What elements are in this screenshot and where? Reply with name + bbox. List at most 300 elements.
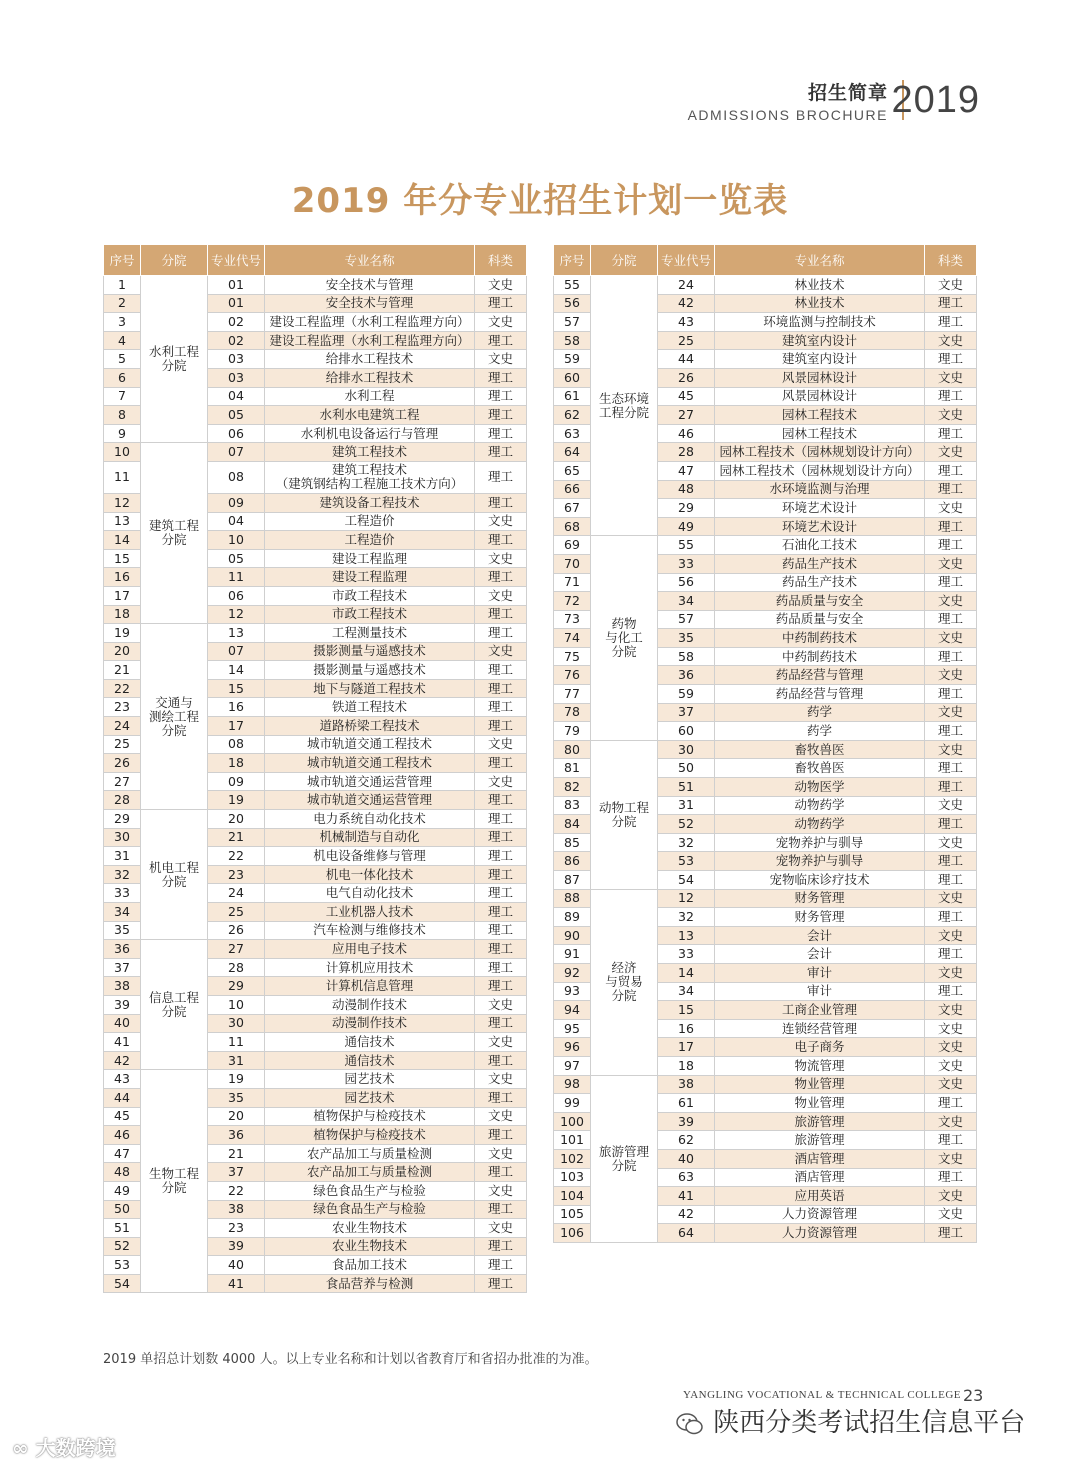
cell-category: 文史 bbox=[475, 1144, 527, 1163]
cell-code: 54 bbox=[658, 871, 715, 890]
cell-major: 农业生物技术 bbox=[265, 1219, 475, 1238]
cell-major: 建筑工程技术 bbox=[265, 443, 475, 462]
cell-code: 41 bbox=[208, 1274, 265, 1293]
cell-index: 66 bbox=[554, 480, 591, 499]
cell-index: 95 bbox=[554, 1019, 591, 1038]
cell-major: 道路桥梁工程技术 bbox=[265, 717, 475, 736]
cell-category: 文史 bbox=[925, 1019, 977, 1038]
col-header-index: 序号 bbox=[554, 245, 591, 276]
cell-code: 41 bbox=[658, 1187, 715, 1206]
cell-index: 67 bbox=[554, 499, 591, 518]
cell-category: 理工 bbox=[925, 1168, 977, 1187]
cell-code: 32 bbox=[658, 908, 715, 927]
cell-category: 理工 bbox=[925, 313, 977, 332]
cell-code: 25 bbox=[658, 331, 715, 350]
cell-code: 09 bbox=[208, 493, 265, 512]
cell-major: 药品质量与安全 bbox=[715, 610, 925, 629]
cell-department: 交通与 测绘工程 分院 bbox=[141, 624, 208, 810]
cell-index: 65 bbox=[554, 461, 591, 480]
cell-category: 理工 bbox=[925, 945, 977, 964]
cell-code: 39 bbox=[658, 1112, 715, 1131]
cell-major: 审计 bbox=[715, 982, 925, 1001]
college-name-en: YANGLING VOCATIONAL & TECHNICAL COLLEGE bbox=[683, 1389, 961, 1401]
cell-code: 10 bbox=[208, 995, 265, 1014]
cell-major: 建筑设备工程技术 bbox=[265, 493, 475, 512]
cell-index: 31 bbox=[104, 847, 141, 866]
cell-code: 28 bbox=[208, 958, 265, 977]
cell-major: 电气自动化技术 bbox=[265, 884, 475, 903]
cell-code: 15 bbox=[658, 1001, 715, 1020]
cell-category: 理工 bbox=[475, 977, 527, 996]
cell-major: 工程造价 bbox=[265, 512, 475, 531]
cell-index: 25 bbox=[104, 735, 141, 754]
cell-code: 42 bbox=[658, 294, 715, 313]
cell-major: 旅游管理 bbox=[715, 1112, 925, 1131]
cell-major: 电子商务 bbox=[715, 1038, 925, 1057]
cell-code: 46 bbox=[658, 424, 715, 443]
cell-category: 理工 bbox=[475, 1200, 527, 1219]
cell-category: 文史 bbox=[925, 740, 977, 759]
cell-index: 2 bbox=[104, 294, 141, 313]
cell-code: 19 bbox=[208, 1070, 265, 1089]
cell-index: 55 bbox=[554, 276, 591, 295]
cell-code: 07 bbox=[208, 642, 265, 661]
cell-category: 理工 bbox=[475, 368, 527, 387]
cell-major: 审计 bbox=[715, 963, 925, 982]
cell-category: 理工 bbox=[925, 815, 977, 834]
cell-index: 60 bbox=[554, 368, 591, 387]
cell-index: 4 bbox=[104, 331, 141, 350]
cell-code: 57 bbox=[658, 610, 715, 629]
cell-code: 14 bbox=[208, 661, 265, 680]
cell-major: 建设工程监理（水利工程监理方向） bbox=[265, 313, 475, 332]
cell-major: 园林工程技术 bbox=[715, 424, 925, 443]
wechat-watermark bbox=[675, 1402, 1025, 1439]
cell-major: 植物保护与检疫技术 bbox=[265, 1126, 475, 1145]
cell-code: 07 bbox=[208, 443, 265, 462]
cell-code: 32 bbox=[658, 833, 715, 852]
cell-index: 18 bbox=[104, 605, 141, 624]
cell-major: 园艺技术 bbox=[265, 1088, 475, 1107]
cell-category: 理工 bbox=[475, 294, 527, 313]
table-row bbox=[104, 940, 527, 959]
cell-code: 25 bbox=[208, 903, 265, 922]
page-number: 23 bbox=[963, 1386, 984, 1405]
cell-code: 05 bbox=[208, 406, 265, 425]
cell-category: 理工 bbox=[475, 1088, 527, 1107]
cell-index: 1 bbox=[104, 276, 141, 295]
cell-department: 药物 与化工 分院 bbox=[591, 536, 658, 741]
cell-category: 文史 bbox=[475, 586, 527, 605]
cell-index: 91 bbox=[554, 945, 591, 964]
cell-index: 61 bbox=[554, 387, 591, 406]
cell-code: 60 bbox=[658, 722, 715, 741]
cell-category: 理工 bbox=[925, 982, 977, 1001]
cell-major: 铁道工程技术 bbox=[265, 698, 475, 717]
cell-major: 农业生物技术 bbox=[265, 1237, 475, 1256]
cell-index: 71 bbox=[554, 573, 591, 592]
cell-index: 17 bbox=[104, 586, 141, 605]
cell-index: 44 bbox=[104, 1088, 141, 1107]
cell-category: 文史 bbox=[925, 331, 977, 350]
cell-index: 73 bbox=[554, 610, 591, 629]
cell-code: 14 bbox=[658, 963, 715, 982]
cell-code: 26 bbox=[658, 368, 715, 387]
cell-index: 94 bbox=[554, 1001, 591, 1020]
cell-code: 27 bbox=[658, 406, 715, 425]
cell-code: 33 bbox=[658, 945, 715, 964]
cell-index: 106 bbox=[554, 1224, 591, 1243]
cell-major: 人力资源管理 bbox=[715, 1205, 925, 1224]
cell-major: 城市轨道交通工程技术 bbox=[265, 754, 475, 773]
cell-major: 宠物养护与驯导 bbox=[715, 852, 925, 871]
cell-index: 81 bbox=[554, 759, 591, 778]
cell-code: 40 bbox=[658, 1149, 715, 1168]
cell-category: 理工 bbox=[475, 698, 527, 717]
cell-index: 23 bbox=[104, 698, 141, 717]
cell-index: 35 bbox=[104, 921, 141, 940]
cell-code: 38 bbox=[658, 1075, 715, 1094]
cell-code: 21 bbox=[208, 828, 265, 847]
cell-major: 农产品加工与质量检测 bbox=[265, 1163, 475, 1182]
cell-major: 通信技术 bbox=[265, 1051, 475, 1070]
cell-category: 理工 bbox=[475, 679, 527, 698]
cell-major: 给排水工程技术 bbox=[265, 350, 475, 369]
col-header-category: 科类 bbox=[925, 245, 977, 276]
col-header-dept: 分院 bbox=[591, 245, 658, 276]
cell-code: 11 bbox=[208, 1033, 265, 1052]
cell-category: 文史 bbox=[925, 1001, 977, 1020]
corner-logo-icon: ∞ bbox=[12, 1436, 36, 1460]
cell-category: 理工 bbox=[475, 531, 527, 550]
cell-category: 文史 bbox=[925, 629, 977, 648]
table-row bbox=[554, 889, 977, 908]
cell-code: 13 bbox=[658, 926, 715, 945]
cell-major: 宠物临床诊疗技术 bbox=[715, 871, 925, 890]
cell-major: 汽车检测与维修技术 bbox=[265, 921, 475, 940]
cell-major: 林业技术 bbox=[715, 276, 925, 295]
cell-major: 摄影测量与遥感技术 bbox=[265, 661, 475, 680]
cell-category: 理工 bbox=[475, 958, 527, 977]
cell-index: 72 bbox=[554, 592, 591, 611]
cell-major: 物业管理 bbox=[715, 1075, 925, 1094]
cell-code: 37 bbox=[658, 703, 715, 722]
cell-category: 理工 bbox=[925, 480, 977, 499]
cell-major: 建设工程监理 bbox=[265, 568, 475, 587]
cell-major: 机电设备维修与管理 bbox=[265, 847, 475, 866]
cell-index: 39 bbox=[104, 995, 141, 1014]
cell-index: 93 bbox=[554, 982, 591, 1001]
cell-department: 旅游管理 分院 bbox=[591, 1075, 658, 1242]
cell-index: 54 bbox=[104, 1274, 141, 1293]
cell-index: 47 bbox=[104, 1144, 141, 1163]
cell-category: 文史 bbox=[925, 1205, 977, 1224]
cell-code: 55 bbox=[658, 536, 715, 555]
cell-code: 51 bbox=[658, 778, 715, 797]
cell-category: 文史 bbox=[475, 512, 527, 531]
cell-category: 文史 bbox=[925, 443, 977, 462]
table-row bbox=[554, 740, 977, 759]
cell-code: 12 bbox=[208, 605, 265, 624]
cell-code: 28 bbox=[658, 443, 715, 462]
cell-department: 水利工程 分院 bbox=[141, 276, 208, 443]
cell-code: 29 bbox=[658, 499, 715, 518]
cell-index: 104 bbox=[554, 1187, 591, 1206]
cell-major: 财务管理 bbox=[715, 908, 925, 927]
cell-major: 药学 bbox=[715, 703, 925, 722]
cell-code: 38 bbox=[208, 1200, 265, 1219]
cell-index: 100 bbox=[554, 1112, 591, 1131]
cell-index: 49 bbox=[104, 1181, 141, 1200]
cell-category: 理工 bbox=[925, 852, 977, 871]
cell-code: 40 bbox=[208, 1256, 265, 1275]
cell-category: 理工 bbox=[925, 1131, 977, 1150]
cell-index: 89 bbox=[554, 908, 591, 927]
cell-major: 连锁经营管理 bbox=[715, 1019, 925, 1038]
cell-code: 22 bbox=[208, 1181, 265, 1200]
cell-index: 8 bbox=[104, 406, 141, 425]
cell-major: 园林工程技术（园林规划设计方向） bbox=[715, 443, 925, 462]
cell-index: 75 bbox=[554, 647, 591, 666]
cell-category: 文史 bbox=[925, 1056, 977, 1075]
cell-category: 理工 bbox=[475, 605, 527, 624]
cell-index: 76 bbox=[554, 666, 591, 685]
header-title-cn: 招生简章 bbox=[807, 82, 888, 104]
cell-major: 水利工程 bbox=[265, 387, 475, 406]
cell-major: 绿色食品生产与检验 bbox=[265, 1181, 475, 1200]
table-row bbox=[554, 536, 977, 555]
cell-index: 78 bbox=[554, 703, 591, 722]
cell-major: 园艺技术 bbox=[265, 1070, 475, 1089]
cell-category: 理工 bbox=[925, 908, 977, 927]
cell-major: 药品质量与安全 bbox=[715, 592, 925, 611]
cell-major: 酒店管理 bbox=[715, 1149, 925, 1168]
cell-category: 理工 bbox=[925, 1094, 977, 1113]
cell-index: 101 bbox=[554, 1131, 591, 1150]
cell-category: 理工 bbox=[475, 568, 527, 587]
cell-category: 文史 bbox=[475, 642, 527, 661]
cell-code: 01 bbox=[208, 276, 265, 295]
cell-code: 64 bbox=[658, 1224, 715, 1243]
cell-index: 30 bbox=[104, 828, 141, 847]
cell-category: 理工 bbox=[475, 1274, 527, 1293]
cell-code: 11 bbox=[208, 568, 265, 587]
cell-code: 08 bbox=[208, 461, 265, 493]
cell-category: 文史 bbox=[925, 406, 977, 425]
cell-code: 24 bbox=[208, 884, 265, 903]
cell-category: 文史 bbox=[475, 1181, 527, 1200]
cell-major: 农产品加工与质量检测 bbox=[265, 1144, 475, 1163]
cell-major: 计算机应用技术 bbox=[265, 958, 475, 977]
cell-code: 02 bbox=[208, 331, 265, 350]
corner-watermark-text: 大数跨境 bbox=[35, 1436, 116, 1460]
cell-index: 98 bbox=[554, 1075, 591, 1094]
cell-code: 03 bbox=[208, 350, 265, 369]
cell-major: 机械制造与自动化 bbox=[265, 828, 475, 847]
cell-category: 理工 bbox=[475, 406, 527, 425]
cell-code: 30 bbox=[658, 740, 715, 759]
cell-department: 机电工程 分院 bbox=[141, 810, 208, 940]
cell-code: 36 bbox=[658, 666, 715, 685]
cell-index: 19 bbox=[104, 624, 141, 643]
cell-major: 药品生产技术 bbox=[715, 573, 925, 592]
cell-major: 会计 bbox=[715, 945, 925, 964]
cell-category: 理工 bbox=[475, 791, 527, 810]
header-title-en: ADMISSIONS BROCHURE bbox=[687, 107, 888, 123]
cell-category: 理工 bbox=[925, 759, 977, 778]
cell-major: 水利水电建筑工程 bbox=[265, 406, 475, 425]
cell-code: 42 bbox=[658, 1205, 715, 1224]
cell-category: 文史 bbox=[475, 1219, 527, 1238]
cell-major: 园林工程技术（园林规划设计方向） bbox=[715, 461, 925, 480]
table-row bbox=[104, 276, 527, 295]
cell-code: 58 bbox=[658, 647, 715, 666]
cell-major: 畜牧兽医 bbox=[715, 740, 925, 759]
footnote: 2019 单招总计划数 4000 人。以上专业名称和计划以省教育厅和省招办批准的为准。 bbox=[103, 1352, 598, 1367]
cell-index: 41 bbox=[104, 1033, 141, 1052]
cell-index: 92 bbox=[554, 963, 591, 982]
cell-code: 61 bbox=[658, 1094, 715, 1113]
cell-category: 理工 bbox=[475, 1237, 527, 1256]
cell-index: 90 bbox=[554, 926, 591, 945]
cell-major: 工商企业管理 bbox=[715, 1001, 925, 1020]
cell-major: 建筑室内设计 bbox=[715, 350, 925, 369]
cell-code: 24 bbox=[658, 276, 715, 295]
cell-category: 理工 bbox=[475, 661, 527, 680]
cell-index: 62 bbox=[554, 406, 591, 425]
cell-major: 建筑室内设计 bbox=[715, 331, 925, 350]
cell-major: 建设工程监理 bbox=[265, 549, 475, 568]
cell-index: 59 bbox=[554, 350, 591, 369]
cell-major: 应用英语 bbox=[715, 1187, 925, 1206]
cell-index: 97 bbox=[554, 1056, 591, 1075]
cell-index: 45 bbox=[104, 1107, 141, 1126]
cell-major: 风景园林设计 bbox=[715, 368, 925, 387]
cell-index: 9 bbox=[104, 424, 141, 443]
cell-code: 26 bbox=[208, 921, 265, 940]
cell-index: 50 bbox=[104, 1200, 141, 1219]
cell-code: 06 bbox=[208, 586, 265, 605]
corner-watermark bbox=[12, 1432, 116, 1461]
cell-index: 63 bbox=[554, 424, 591, 443]
cell-index: 29 bbox=[104, 810, 141, 829]
cell-index: 40 bbox=[104, 1014, 141, 1033]
cell-department: 信息工程 分院 bbox=[141, 940, 208, 1070]
cell-category: 文史 bbox=[475, 1070, 527, 1089]
cell-major: 城市轨道交通运营管理 bbox=[265, 772, 475, 791]
cell-category: 理工 bbox=[475, 387, 527, 406]
cell-major: 电力系统自动化技术 bbox=[265, 810, 475, 829]
cell-index: 21 bbox=[104, 661, 141, 680]
table-row bbox=[554, 276, 977, 295]
cell-index: 6 bbox=[104, 368, 141, 387]
cell-index: 52 bbox=[104, 1237, 141, 1256]
cell-index: 70 bbox=[554, 554, 591, 573]
cell-index: 10 bbox=[104, 443, 141, 462]
cell-code: 33 bbox=[658, 554, 715, 573]
cell-code: 47 bbox=[658, 461, 715, 480]
cell-category: 理工 bbox=[475, 1014, 527, 1033]
cell-code: 34 bbox=[658, 592, 715, 611]
cell-index: 12 bbox=[104, 493, 141, 512]
cell-category: 文史 bbox=[475, 1033, 527, 1052]
cell-category: 文史 bbox=[475, 313, 527, 332]
cell-major: 财务管理 bbox=[715, 889, 925, 908]
cell-category: 理工 bbox=[475, 1256, 527, 1275]
cell-code: 18 bbox=[658, 1056, 715, 1075]
cell-index: 69 bbox=[554, 536, 591, 555]
cell-index: 37 bbox=[104, 958, 141, 977]
cell-major: 市政工程技术 bbox=[265, 586, 475, 605]
page-title: 2019 年分专业招生计划一览表 bbox=[291, 181, 789, 221]
cell-category: 理工 bbox=[925, 536, 977, 555]
admission-table-left bbox=[103, 244, 527, 1293]
cell-category: 理工 bbox=[475, 624, 527, 643]
cell-code: 36 bbox=[208, 1126, 265, 1145]
cell-category: 文史 bbox=[925, 499, 977, 518]
header-year: 2019 bbox=[891, 79, 980, 121]
col-header-index: 序号 bbox=[104, 245, 141, 276]
cell-code: 23 bbox=[208, 865, 265, 884]
cell-category: 理工 bbox=[475, 810, 527, 829]
cell-category: 理工 bbox=[925, 350, 977, 369]
col-header-category: 科类 bbox=[475, 245, 527, 276]
cell-major: 植物保护与检疫技术 bbox=[265, 1107, 475, 1126]
table-row bbox=[554, 1075, 977, 1094]
cell-major: 安全技术与管理 bbox=[265, 276, 475, 295]
cell-category: 理工 bbox=[475, 717, 527, 736]
cell-category: 文史 bbox=[475, 276, 527, 295]
cell-code: 19 bbox=[208, 791, 265, 810]
cell-code: 10 bbox=[208, 531, 265, 550]
cell-code: 31 bbox=[208, 1051, 265, 1070]
cell-index: 46 bbox=[104, 1126, 141, 1145]
cell-category: 文史 bbox=[475, 772, 527, 791]
cell-major: 应用电子技术 bbox=[265, 940, 475, 959]
cell-index: 51 bbox=[104, 1219, 141, 1238]
cell-code: 37 bbox=[208, 1163, 265, 1182]
cell-code: 04 bbox=[208, 512, 265, 531]
cell-index: 32 bbox=[104, 865, 141, 884]
col-header-major: 专业名称 bbox=[265, 245, 475, 276]
cell-category: 理工 bbox=[475, 461, 527, 493]
cell-code: 35 bbox=[208, 1088, 265, 1107]
cell-index: 42 bbox=[104, 1051, 141, 1070]
cell-major: 风景园林设计 bbox=[715, 387, 925, 406]
cell-category: 理工 bbox=[475, 847, 527, 866]
cell-major: 旅游管理 bbox=[715, 1131, 925, 1150]
table-row bbox=[104, 624, 527, 643]
cell-major: 动物药学 bbox=[715, 815, 925, 834]
cell-major: 酒店管理 bbox=[715, 1168, 925, 1187]
cell-index: 26 bbox=[104, 754, 141, 773]
cell-index: 34 bbox=[104, 903, 141, 922]
cell-code: 39 bbox=[208, 1237, 265, 1256]
cell-code: 17 bbox=[658, 1038, 715, 1057]
cell-category: 理工 bbox=[475, 443, 527, 462]
cell-category: 文史 bbox=[925, 1075, 977, 1094]
cell-department: 生态环境 工程分院 bbox=[591, 276, 658, 536]
cell-category: 理工 bbox=[925, 647, 977, 666]
cell-major: 计算机信息管理 bbox=[265, 977, 475, 996]
cell-category: 理工 bbox=[475, 828, 527, 847]
cell-major: 中药制药技术 bbox=[715, 629, 925, 648]
cell-category: 文史 bbox=[925, 368, 977, 387]
wechat-watermark-text: 陕西分类考试招生信息平台 bbox=[713, 1408, 1026, 1438]
cell-code: 44 bbox=[658, 350, 715, 369]
cell-category: 理工 bbox=[925, 517, 977, 536]
cell-category: 理工 bbox=[475, 884, 527, 903]
